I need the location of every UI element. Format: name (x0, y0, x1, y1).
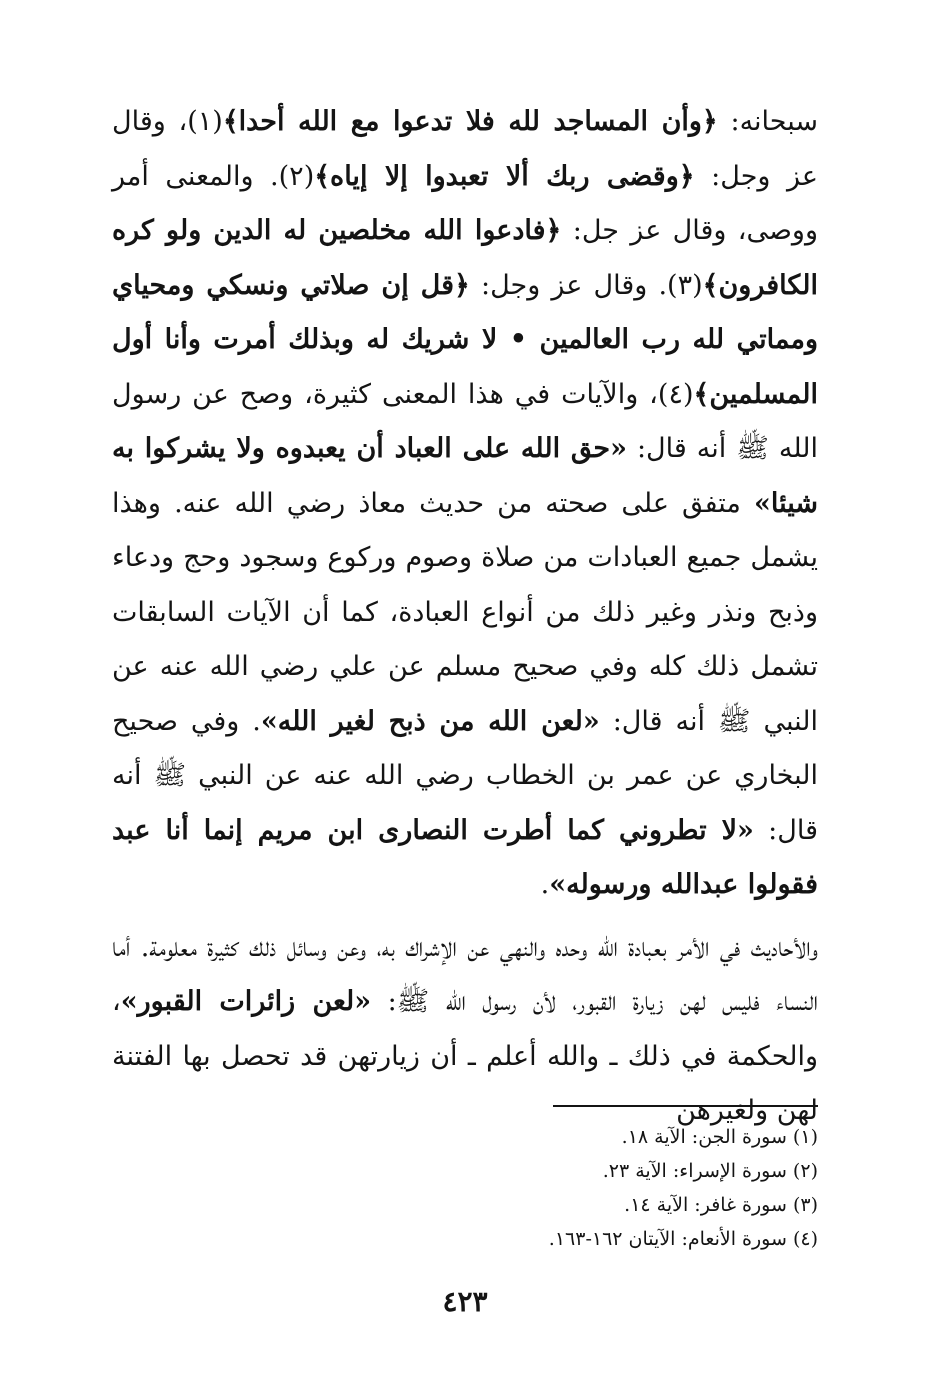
footnote-divider (553, 1105, 818, 1107)
quoted-text: «حق الله على العباد أن يعبدوه ولا يشركوا به شيئا» (112, 433, 818, 519)
quoted-text: ﴿وقضى ربك ألا تعبدوا إلا إياه﴾ (314, 160, 695, 192)
quoted-text: ﴿فادعوا الله مخلصين له الدين ولو كره الكافرون﴾ (112, 215, 818, 301)
footnote-2: (٢) سورة الإسراء: الآية ٢٣. (602, 1160, 818, 1182)
paragraph-text: . وفي صحيح البخاري عن عمر بن الخطاب رضي الله عنه عن النبي ﷺ أنه قال: (112, 705, 818, 846)
body-text (112, 95, 818, 1139)
paragraph-text: (١)، وقال عز وجل: (112, 106, 818, 192)
footnote-1: (١) سورة الجن: الآية ١٨. (621, 1126, 818, 1148)
paragraph-text: (٤)، والآيات في هذا المعنى كثيرة، وصح عن رسول الله ﷺ أنه قال: (112, 378, 818, 464)
paragraph-text: (٣). وقال عز وجل: (469, 269, 703, 301)
document-page (112, 95, 818, 1355)
paragraph-text: سبحانه: (717, 106, 818, 137)
page-number: ٤٢٣ (442, 1285, 488, 1318)
footnote-4: (٤) سورة الأنعام: الآيتان ١٦٢-١٦٣. (548, 1228, 818, 1250)
paragraph-text: ، والحكمة في ذلك ـ والله أعلم ـ أن زيارتهن قد تحصل بها الفتنة لهن ولغيرهن (112, 986, 818, 1126)
quoted-text: ﴿قل إن صلاتي ونسكي ومحياي ومماتي لله رب العالمين • لا شريك له وبذلك أمرت وأنا أول المسلمين﴾ (112, 269, 818, 410)
paragraph-text: . (540, 869, 550, 900)
footnotes-list (112, 1120, 818, 1256)
paragraph-text: (٢). والمعنى أمر ووصى، وقال عز جل: (112, 160, 818, 246)
quoted-text: «لعن زائرات القبور» (120, 986, 372, 1017)
quoted-text: «لعن الله من ذبح لغير الله» (260, 705, 600, 737)
quoted-text: ﴿وأن المساجد لله فلا تدعوا مع الله أحدا﴾ (222, 106, 718, 137)
quoted-text: «لا تطروني كما أطرت النصارى ابن مريم إنما أنا عبد فقولوا عبدالله ورسوله» (112, 814, 818, 900)
paragraph-text: متفق على صحته من حديث معاذ رضي الله عنه. وهذا يشمل جميع العبادات من صلاة وصوم وركوع وسجود وحج ودعاء وذبح ونذر وغير ذلك من أنواع العبادة، كما أن الآيات السابقات تشمل ذلك كله وفي صحيح مسلم عن علي رضي الله عنه عن النبي ﷺ أنه قال: (112, 487, 818, 737)
paragraph-text: والأحاديث في الأمر بعبادة الله وحده والنهي عن الإشراك به، وعن وسائل ذلك كثيرة معلومة. أما النساء فليس لهن زيارة القبور، لأن رسول الله ﷺ: (112, 931, 819, 1017)
footnote-3: (٣) سورة غافر: الآية ١٤. (624, 1194, 818, 1216)
body-paragraph (112, 95, 818, 913)
